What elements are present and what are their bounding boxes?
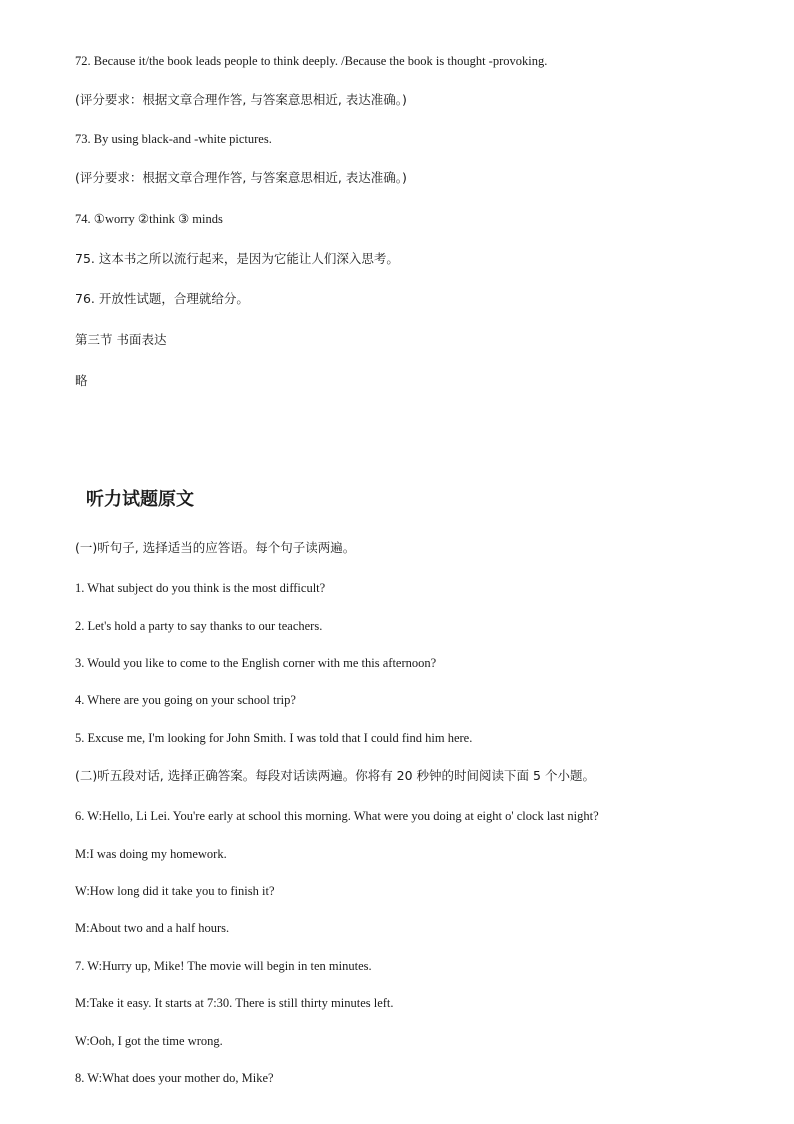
listening-line: 3. Would you like to come to the English corner with me this afternoon? bbox=[75, 656, 437, 670]
answer-74: 74. ①worry ②think ③ minds bbox=[75, 212, 223, 226]
listening-line: 1. What subject do you think is the most difficult? bbox=[75, 581, 326, 595]
listening-line: M:About two and a half hours. bbox=[75, 921, 230, 935]
listening-title: 听力试题原文 bbox=[86, 489, 194, 510]
answer-75: 75. 这本书之所以流行起来，是因为它能让人们深入思考。 bbox=[75, 251, 399, 266]
listening-part2-instructions: (二)听五段对话, 选择正确答案。每段对话读两遍。你将有 20 秒钟的时间阅读下面 5 个小题。 bbox=[75, 768, 595, 783]
listening-line: 5. Excuse me, I'm looking for John Smith. I was told that I could find him here. bbox=[75, 731, 473, 745]
answer-76: 76. 开放性试题，合理就给分。 bbox=[75, 291, 249, 306]
listening-line: M:I was doing my homework. bbox=[75, 847, 227, 861]
listening-part1-instructions: (一)听句子, 选择适当的应答语。每个句子读两遍。 bbox=[75, 540, 356, 555]
writing-answer: 略 bbox=[75, 373, 88, 388]
listening-line: 4. Where are you going on your school trip? bbox=[75, 693, 296, 707]
answer-72: 72. Because it/the book leads people to think deeply. /Because the book is thought -provoking. bbox=[75, 54, 548, 68]
answer-73: 73. By using black-and -white pictures. bbox=[75, 132, 272, 146]
scoring-note-73: (评分要求：根据文章合理作答, 与答案意思相近, 表达准确。) bbox=[75, 170, 407, 185]
listening-line: 8. W:What does your mother do, Mike? bbox=[75, 1071, 274, 1085]
listening-line: 6. W:Hello, Li Lei. You're early at school this morning. What were you doing at eight o' clock last night? bbox=[75, 809, 599, 823]
section-writing-heading: 第三节 书面表达 bbox=[75, 332, 167, 347]
scoring-note-72: (评分要求：根据文章合理作答, 与答案意思相近, 表达准确。) bbox=[75, 92, 407, 107]
listening-line: M:Take it easy. It starts at 7:30. There is still thirty minutes left. bbox=[75, 996, 394, 1010]
listening-line: 2. Let's hold a party to say thanks to our teachers. bbox=[75, 619, 323, 633]
listening-line: W:Ooh, I got the time wrong. bbox=[75, 1034, 223, 1048]
listening-line: W:How long did it take you to finish it? bbox=[75, 884, 275, 898]
listening-line: 7. W:Hurry up, Mike! The movie will begin in ten minutes. bbox=[75, 959, 372, 973]
